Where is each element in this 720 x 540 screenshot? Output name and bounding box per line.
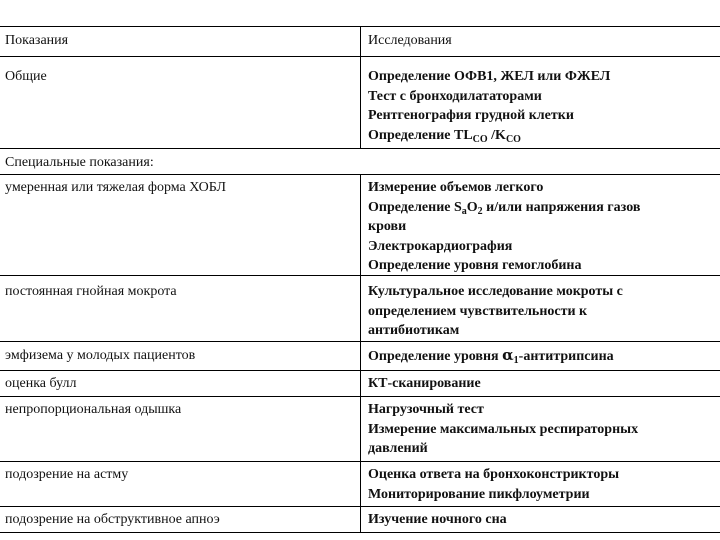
general-label: Общие (5, 69, 47, 84)
sao2-sub-a: a (461, 205, 467, 217)
asthma-line-1: Оценка ответа на бронхоконстрикторы (368, 467, 620, 482)
emphysema-label: эмфизема у молодых пациентов (5, 348, 196, 363)
dyspnea-line-3: давлений (368, 441, 428, 456)
sputum-line-1: Культуральное исследование мокроты с (368, 284, 623, 299)
row-border (0, 148, 720, 149)
sputum-label: постоянная гнойная мокрота (5, 284, 177, 299)
asthma-line-2: Мониторирование пикфлоуметрии (368, 486, 590, 502)
general-line-1: Определение ОФВ1, ЖЕЛ или ФЖЕЛ (368, 69, 611, 84)
general-line-4 (368, 126, 521, 146)
tl-prefix: Определение TL (368, 127, 473, 143)
kco-subscript: CO (505, 133, 521, 145)
copd-line-2 (368, 198, 640, 218)
copd-line-3: Электрокардиография (368, 238, 513, 254)
sao2-prefix: Определение S (368, 199, 462, 215)
bulla-label: оценка булл (5, 376, 77, 391)
sputum-line-2: определением чувствительности к (368, 303, 588, 319)
copd-line-1: Измерение объемов легкого (368, 180, 544, 195)
alpha-prefix: Определение уровня (368, 349, 503, 364)
dyspnea-label: непропорциональная одышка (5, 402, 182, 417)
dyspnea-line-1: Нагрузочный тест (368, 402, 484, 417)
tl-subscript: CO (472, 133, 488, 145)
alpha-suffix: -антитрипсина (518, 349, 614, 364)
general-line-3: Рентгенография грудной клетки (368, 108, 574, 123)
apnea-value: Изучение ночного сна (368, 512, 507, 527)
emphysema-value (368, 346, 614, 367)
sao2-rest: и/или напряжения газов (482, 199, 641, 215)
bulla-value: КТ-сканирование (368, 376, 481, 391)
row-border (0, 532, 720, 533)
alpha-symbol: α (502, 346, 514, 364)
column-divider (360, 174, 361, 532)
tl-mid: /K (487, 127, 506, 143)
dyspnea-line-2: Измерение максимальных респираторных (368, 421, 639, 437)
special-heading: Специальные показания: (5, 155, 154, 170)
sao2-sub-2: 2 (477, 205, 483, 217)
copd-line-4: Определение уровня гемоглобина (368, 258, 582, 273)
copd-line-2b: крови (368, 219, 407, 234)
header-investigations: Исследования (368, 33, 452, 48)
apnea-label: подозрение на обструктивное апноэ (5, 512, 220, 527)
general-line-2: Тест с бронходилататорами (368, 88, 542, 104)
column-divider (360, 26, 361, 148)
alpha-subscript: 1 (513, 355, 519, 366)
copd-label: умеренная или тяжелая форма ХОБЛ (5, 180, 226, 195)
sao2-o: O (466, 199, 478, 215)
sputum-line-3: антибиотикам (368, 323, 460, 338)
asthma-label: подозрение на астму (5, 467, 129, 482)
header-indications: Показания (5, 33, 69, 48)
